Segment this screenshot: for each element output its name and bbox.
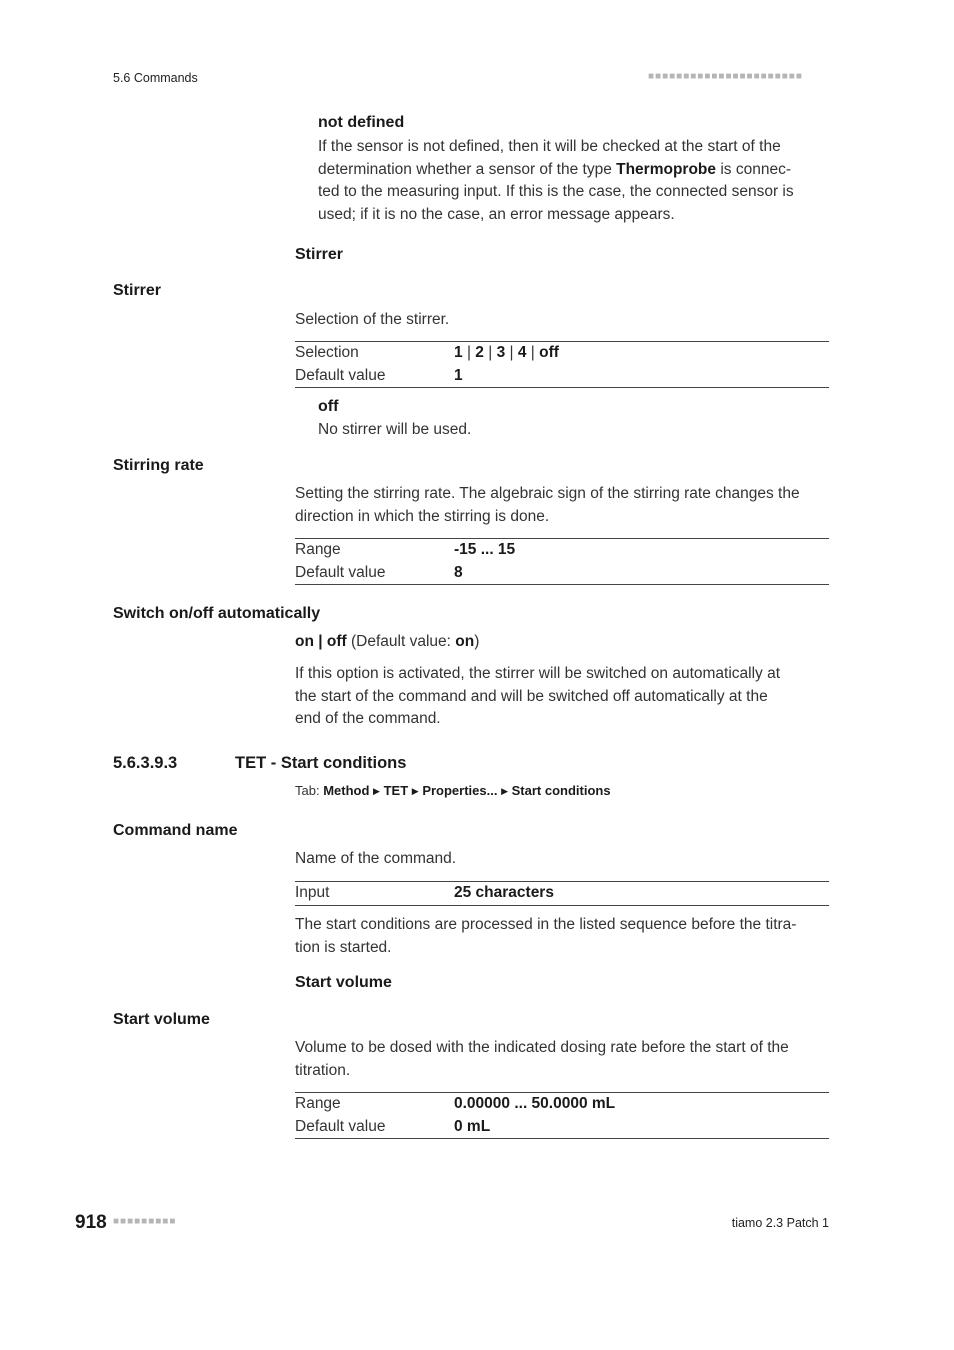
- desc-line-2: titration.: [295, 1061, 351, 1079]
- arrow-right-icon: ▶: [501, 786, 508, 796]
- input-row: [295, 882, 829, 905]
- param-key: Default value: [295, 366, 386, 384]
- not-defined-line-4: used; if it is no the case, an error message appears.: [318, 205, 675, 223]
- range-row: [295, 1093, 829, 1116]
- note-line-1: The start conditions are processed in the listed sequence before the titra-: [295, 916, 797, 933]
- default-row: [295, 562, 829, 585]
- start-conditions-note: [295, 914, 835, 959]
- tab-path-method: Method: [323, 783, 370, 798]
- option-3: 3: [496, 344, 506, 362]
- off-description: No stirrer will be used.: [318, 421, 472, 438]
- param-key: Range: [295, 541, 341, 559]
- start-volume-param-table: [295, 1092, 829, 1139]
- stirring-rate-label: Stirring rate: [113, 457, 204, 474]
- desc-line-1: Volume to be dosed with the indicated dosing rate before the start of the: [295, 1039, 789, 1056]
- not-defined-line-2c: is connec-: [716, 160, 791, 178]
- header-decoration: ■■■■■■■■■■■■■■■■■■■■■■: [648, 71, 803, 82]
- desc-line-2: the start of the command and will be switched off automatically at the: [295, 687, 768, 705]
- param-value: -15 ... 15: [454, 541, 516, 559]
- running-header: 5.6 Commands: [113, 71, 198, 85]
- start-volume-description: [295, 1037, 835, 1082]
- off-title: off: [318, 398, 339, 415]
- param-key: Selection: [295, 344, 359, 362]
- product-name: tiamo 2.3 Patch 1: [731, 1216, 829, 1230]
- tab-path-tet: TET: [383, 783, 409, 798]
- separator: |: [530, 344, 535, 362]
- param-value: 0.00000 ... 50.0000 mL: [454, 1095, 616, 1113]
- default-suffix: ): [474, 633, 480, 650]
- tab-prefix: Tab:: [295, 783, 324, 798]
- note-line-2: tion is started.: [295, 938, 392, 956]
- param-value: [454, 344, 559, 362]
- arrow-right-icon: ▶: [411, 786, 419, 796]
- default-value: on: [455, 633, 475, 650]
- not-defined-line-1: If the sensor is not defined, then it will be checked at the start of the: [318, 138, 781, 155]
- command-name-description: Name of the command.: [295, 850, 457, 867]
- separator: |: [509, 344, 514, 362]
- stirring-rate-param-table: [295, 538, 829, 585]
- section-title: TET - Start conditions: [235, 754, 407, 772]
- param-key: Input: [295, 884, 330, 902]
- switch-auto-options: [295, 631, 479, 654]
- arrow-right-icon: ▶: [373, 786, 380, 796]
- tab-path-start-conditions: Start conditions: [511, 783, 611, 798]
- default-row: [295, 1116, 829, 1139]
- stirrer-label: Stirrer: [113, 282, 162, 299]
- not-defined-title: not defined: [318, 114, 405, 131]
- tab-path-properties: Properties...: [422, 783, 498, 798]
- switch-auto-label: Switch on/off automatically: [113, 605, 321, 622]
- stirrer-param-table: [295, 341, 829, 388]
- stirrer-subheading: Stirrer: [295, 246, 344, 263]
- param-key: Range: [295, 1095, 341, 1113]
- desc-line-1: If this option is activated, the stirrer will be switched on automatically at: [295, 665, 781, 682]
- stirrer-selection-row: [295, 342, 829, 365]
- option-off: off: [539, 344, 559, 362]
- stirrer-default-row: [295, 365, 829, 388]
- default-prefix: (Default value:: [346, 633, 456, 650]
- footer-decoration: ■■■■■■■■■: [113, 1216, 177, 1227]
- command-name-label: Command name: [113, 822, 238, 839]
- not-defined-text: [318, 136, 838, 226]
- switch-auto-description: [295, 663, 835, 731]
- start-volume-label: Start volume: [113, 1011, 210, 1028]
- param-value: 8: [454, 563, 463, 581]
- not-defined-line-2a: determination whether a sensor of the type: [318, 160, 617, 178]
- page-number: 918: [75, 1212, 107, 1233]
- separator: |: [488, 344, 493, 362]
- param-value: 25 characters: [454, 884, 554, 902]
- start-volume-subheading: Start volume: [295, 974, 392, 991]
- desc-line-2: direction in which the stirring is done.: [295, 507, 550, 525]
- param-key: Default value: [295, 563, 386, 581]
- option-2: 2: [475, 344, 484, 362]
- stirrer-description: Selection of the stirrer.: [295, 311, 450, 328]
- range-row: [295, 539, 829, 562]
- desc-line-3: end of the command.: [295, 710, 441, 727]
- not-defined-line-2: [318, 159, 838, 182]
- param-key: Default value: [295, 1117, 386, 1135]
- command-name-param-table: [295, 881, 829, 906]
- options-text: on | off: [295, 633, 347, 650]
- tab-path: [295, 783, 611, 798]
- stirring-rate-description: [295, 483, 835, 528]
- option-1: 1: [454, 344, 463, 362]
- thermoprobe-term: Thermoprobe: [616, 160, 717, 178]
- not-defined-line-3: ted to the measuring input. If this is the case, the connected sensor is: [318, 183, 794, 200]
- desc-line-1: Setting the stirring rate. The algebraic sign of the stirring rate changes the: [295, 485, 800, 502]
- param-value: 0 mL: [454, 1117, 491, 1135]
- param-value: 1: [454, 366, 463, 384]
- section-number: 5.6.3.9.3: [113, 754, 178, 772]
- separator: |: [466, 344, 471, 362]
- option-4: 4: [517, 344, 527, 362]
